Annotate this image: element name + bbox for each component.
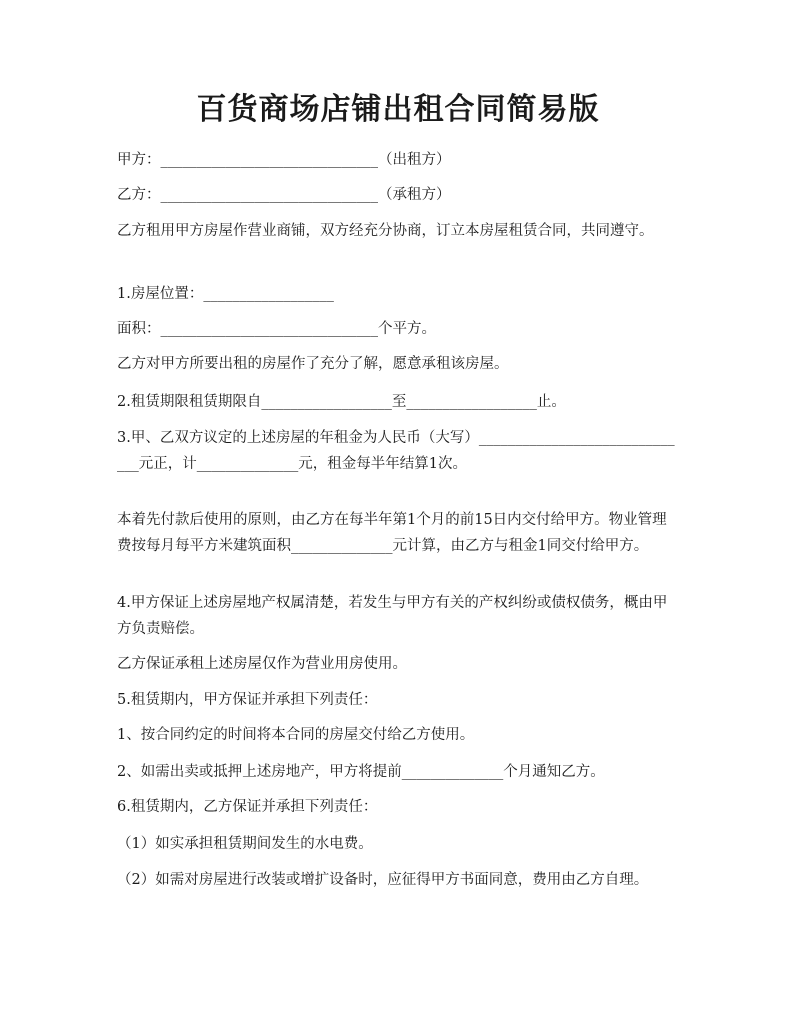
clause-6-item-1: （1）如实承担租赁期间发生的水电费。 xyxy=(117,836,373,852)
clause-1-location: 1.房屋位置：__________________ xyxy=(117,286,334,302)
clause-2-term: 2.租赁期限租赁期限自__________________至__________________止。 xyxy=(117,394,566,410)
document-title: 百货商场店铺出租合同简易版 xyxy=(196,92,600,127)
clause-5-item-1: 1、按合同约定的时间将本合同的房屋交付给乙方使用。 xyxy=(117,727,475,743)
clause-5-heading: 5.租赁期内，甲方保证并承担下列责任： xyxy=(117,692,378,708)
preamble-paragraph: 乙方租用甲方房屋作营业商铺，双方经充分协商，订立本房屋租赁合同，共同遵守。 xyxy=(117,223,654,239)
clause-3-rent: 3.甲、乙双方议定的上述房屋的年租金为人民币（大写）______________________________元正，计______________元，租金每半年结算1次。 xyxy=(117,430,675,472)
clause-3-payment: 本着先付款后使用的原则，由乙方在每半年第1个月的前15日内交付给甲方。物业管理费按每月每平方米建筑面积______________元计算，由乙方与租金1同交付给甲方。 xyxy=(117,512,667,554)
clause-5-item-2: 2、如需出卖或抵押上述房地产，甲方将提前______________个月通知乙方。 xyxy=(117,764,605,780)
clause-1-area: 面积：______________________________个平方。 xyxy=(117,321,436,337)
clause-1-acknowledgement: 乙方对甲方所要出租的房屋作了充分了解，愿意承租该房屋。 xyxy=(117,356,509,372)
clause-6-heading: 6.租赁期内，乙方保证并承担下列责任： xyxy=(117,799,378,815)
clause-4-title-guarantee: 4.甲方保证上述房屋地产权属清楚，若发生与甲方有关的产权纠纷或债权债务，概由甲方负责赔偿。 xyxy=(117,595,668,637)
clause-4-usage: 乙方保证承租上述房屋仅作为营业用房使用。 xyxy=(117,656,407,672)
party-b-line: 乙方：______________________________（承租方） xyxy=(117,187,451,203)
party-a-line: 甲方：______________________________（出租方） xyxy=(117,152,451,168)
clause-6-item-2: （2）如需对房屋进行改装或增扩设备时，应征得甲方书面同意，费用由乙方自理。 xyxy=(117,872,649,888)
